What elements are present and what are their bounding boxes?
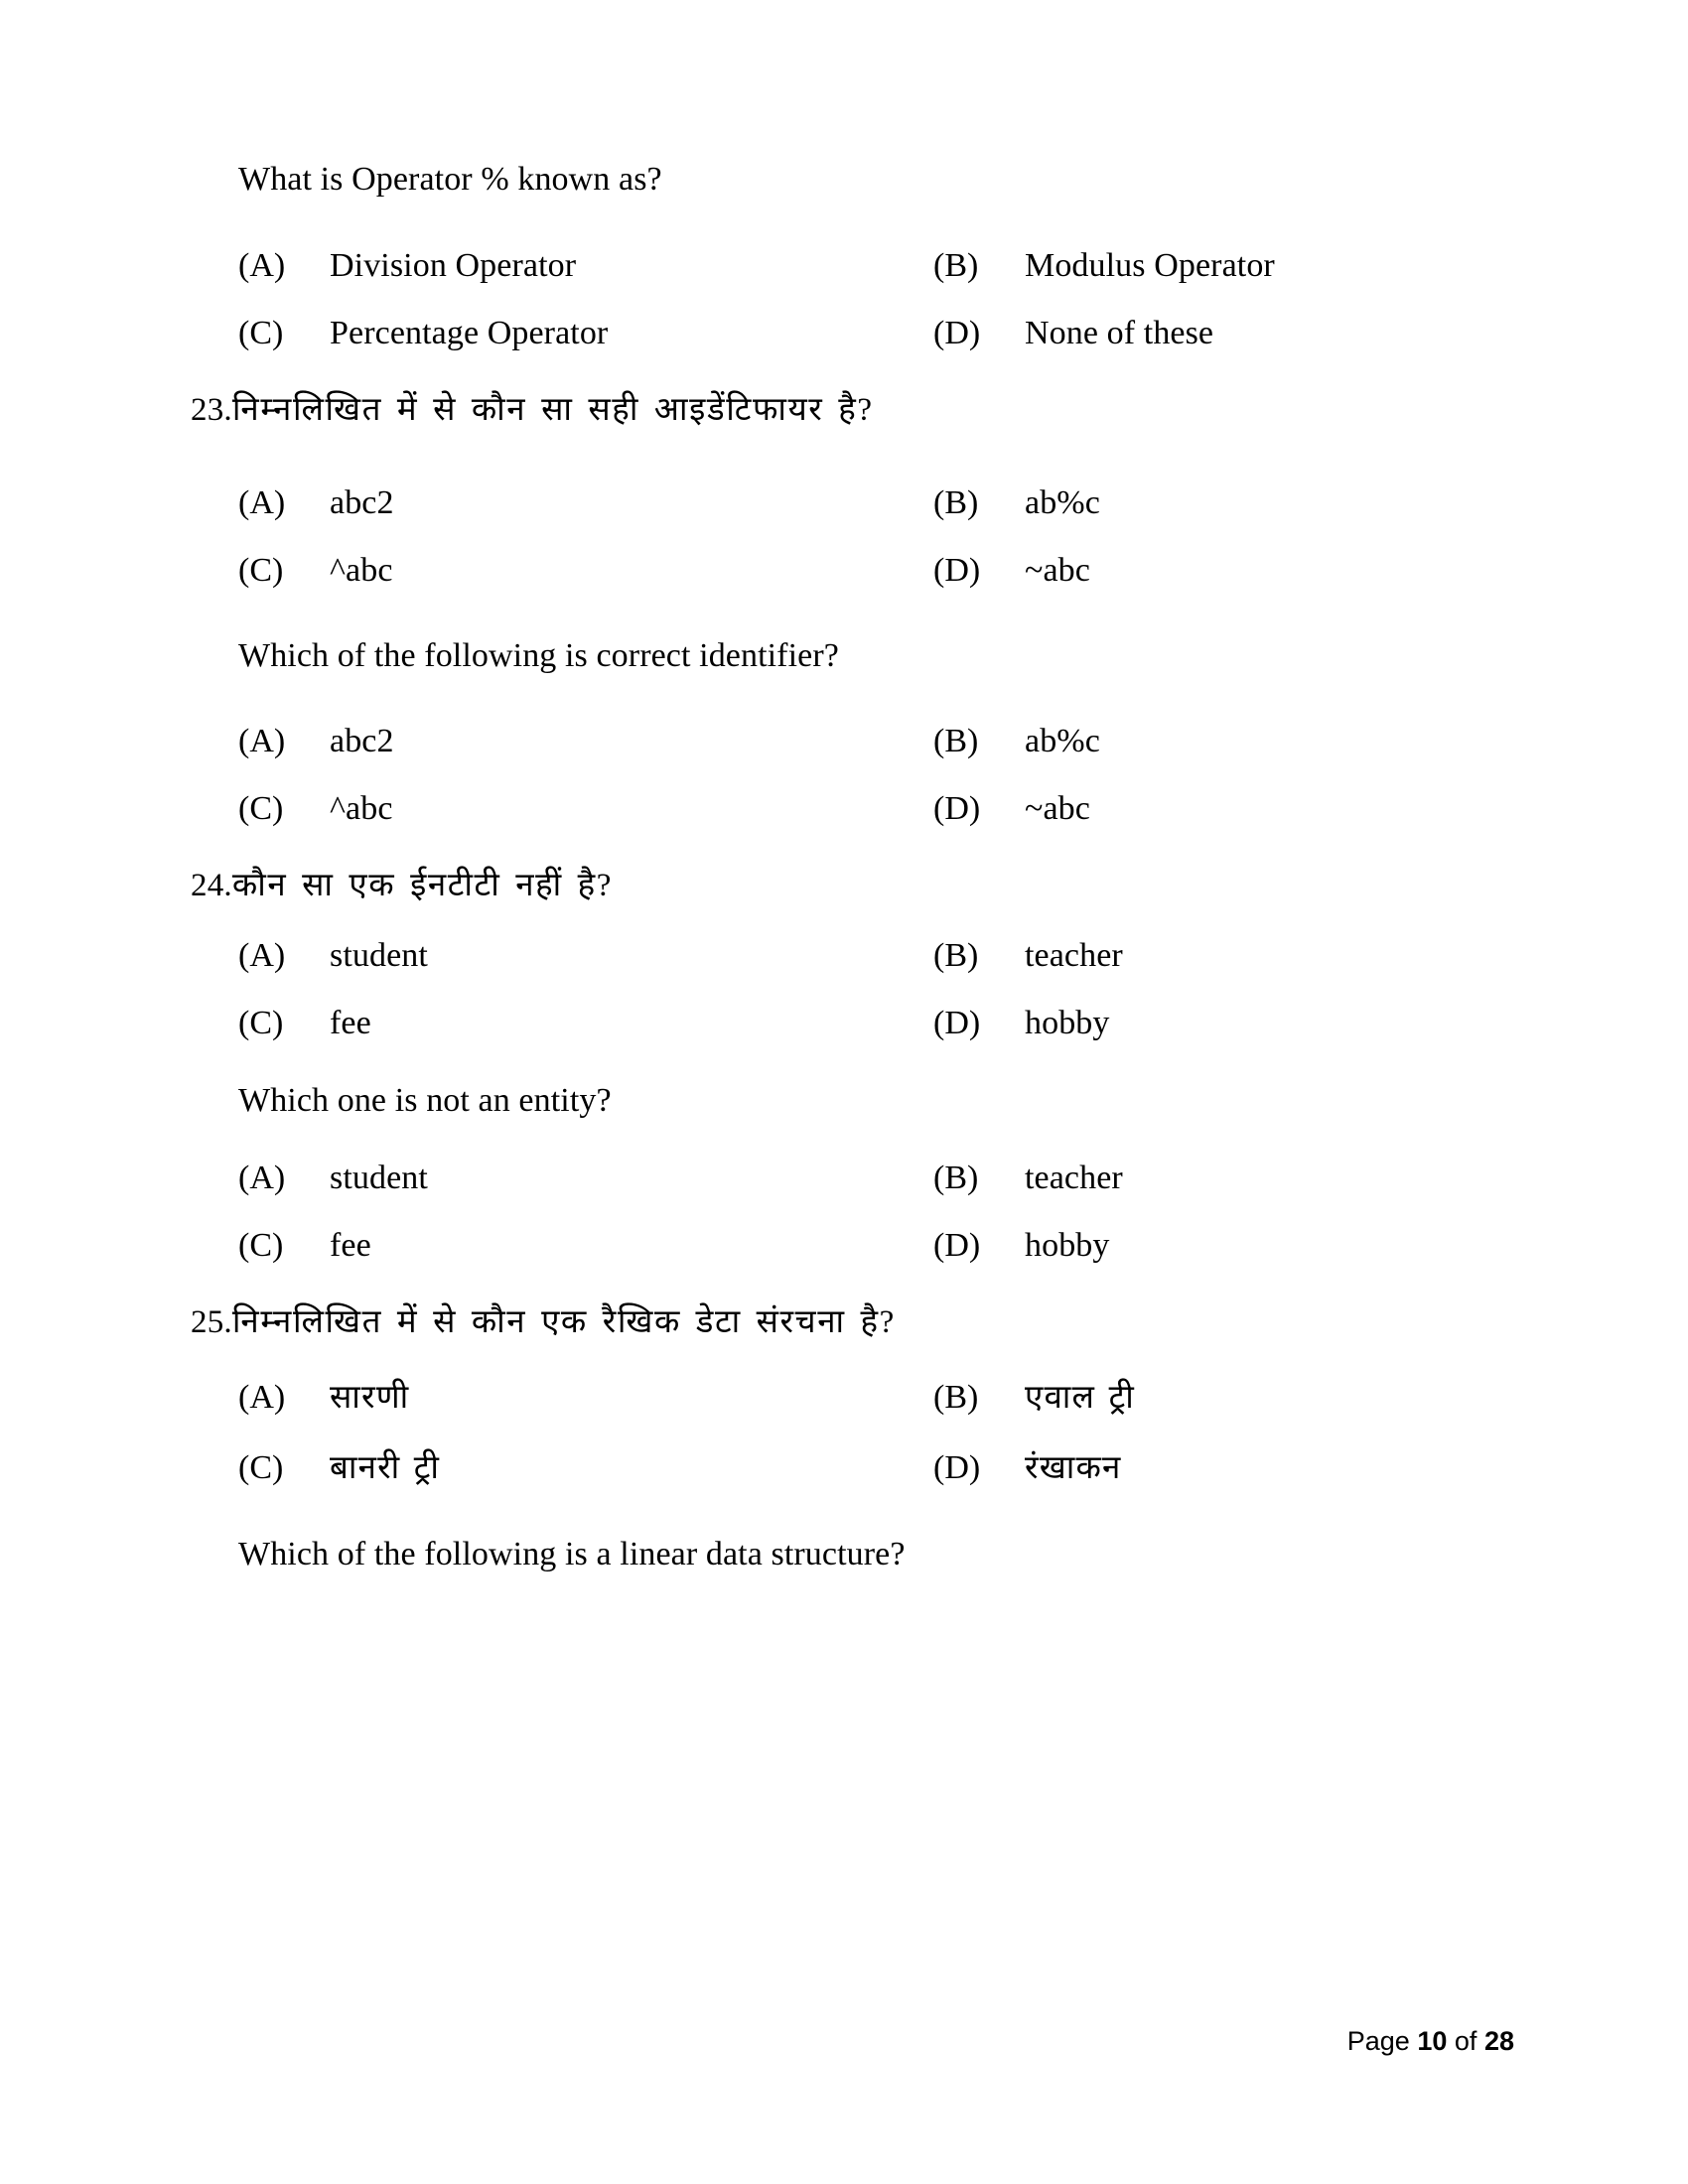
option-d[interactable]	[933, 552, 1450, 590]
option-row	[238, 1160, 1470, 1197]
option-group	[238, 1160, 1470, 1265]
option-text: Division Operator	[330, 246, 577, 284]
option-text: ^abc	[330, 551, 393, 589]
page-footer	[1347, 2026, 1514, 2057]
page-content	[191, 159, 1470, 1576]
option-c[interactable]	[238, 790, 933, 828]
question-number: 23.	[191, 391, 232, 428]
option-text: ~abc	[1025, 790, 1090, 828]
option-a[interactable]	[238, 247, 933, 285]
footer-page-word: Page	[1346, 2026, 1410, 2056]
option-b[interactable]	[933, 247, 1450, 285]
option-label: (C)	[238, 551, 284, 589]
option-b[interactable]	[933, 723, 1450, 760]
option-text: None of these	[1025, 314, 1214, 351]
option-a[interactable]	[238, 1160, 933, 1197]
option-c[interactable]	[238, 1227, 933, 1265]
option-label: (B)	[933, 1379, 979, 1417]
option-row	[238, 552, 1470, 590]
option-d[interactable]	[933, 1005, 1450, 1042]
option-label: (A)	[238, 1160, 286, 1196]
option-label: (D)	[933, 1227, 981, 1264]
option-label: (D)	[933, 314, 981, 351]
option-label: (C)	[238, 1449, 284, 1487]
option-c[interactable]	[238, 1443, 933, 1488]
option-a[interactable]	[238, 1373, 933, 1418]
option-text: बानरी ट्री	[330, 1450, 441, 1487]
option-row	[238, 315, 1470, 352]
option-text: student	[330, 1160, 428, 1196]
question-23-stem-english: Which of the following is correct identifier?	[238, 636, 839, 674]
footer-of-word: of	[1454, 2026, 1477, 2056]
footer-total-pages: 28	[1483, 2026, 1514, 2056]
option-label: (D)	[933, 790, 981, 828]
option-label: (A)	[238, 246, 286, 284]
question-text: निम्नलिखित में से कौन एक रैखिक डेटा संरचना है?	[231, 1304, 896, 1340]
option-group	[238, 723, 1470, 828]
option-group	[238, 1373, 1470, 1488]
option-b[interactable]	[933, 1160, 1450, 1197]
option-text: hobby	[1025, 1004, 1110, 1041]
question-number: 25.	[191, 1304, 232, 1340]
option-d[interactable]	[933, 790, 1450, 828]
option-row	[238, 1227, 1470, 1265]
option-text: ab%c	[1025, 483, 1100, 521]
option-text: सारणी	[330, 1380, 410, 1417]
option-label: (C)	[238, 790, 284, 828]
option-label: (A)	[238, 936, 286, 974]
option-group	[238, 484, 1470, 590]
option-a[interactable]	[238, 723, 933, 760]
option-text: student	[330, 936, 428, 974]
question-24-stem-hindi	[191, 866, 1470, 906]
option-text: रंखाकन	[1025, 1450, 1122, 1487]
option-text: fee	[330, 1227, 371, 1264]
option-row	[238, 1005, 1470, 1042]
option-c[interactable]	[238, 315, 933, 352]
option-label: (D)	[933, 1449, 981, 1487]
option-b[interactable]	[933, 1373, 1450, 1418]
option-label: (B)	[933, 723, 979, 760]
option-row	[238, 484, 1470, 522]
question-text: कौन सा एक ईनटीटी नहीं है?	[231, 868, 613, 904]
option-text: Modulus Operator	[1025, 246, 1275, 284]
question-stem-english: What is Operator % known as?	[238, 161, 662, 198]
option-text: Percentage Operator	[330, 314, 609, 351]
option-row	[238, 1373, 1470, 1418]
option-c[interactable]	[238, 1005, 933, 1042]
option-label: (D)	[933, 551, 981, 589]
question-24-stem-english: Which one is not an entity?	[238, 1081, 612, 1119]
option-row	[238, 1443, 1470, 1488]
option-label: (B)	[933, 936, 979, 974]
option-label: (C)	[238, 1227, 284, 1264]
option-label: (D)	[933, 1004, 981, 1041]
option-row	[238, 247, 1470, 285]
option-row	[238, 937, 1470, 975]
option-text: teacher	[1025, 1160, 1123, 1196]
footer-page-number: 10	[1417, 2026, 1448, 2056]
option-b[interactable]	[933, 484, 1450, 522]
option-text: hobby	[1025, 1227, 1110, 1264]
question-25-stem-hindi	[191, 1302, 1470, 1343]
option-group	[238, 937, 1470, 1042]
question-23-stem-hindi	[191, 390, 1470, 431]
option-label: (A)	[238, 1379, 286, 1417]
option-text: teacher	[1025, 936, 1123, 974]
option-a[interactable]	[238, 484, 933, 522]
option-text: fee	[330, 1004, 371, 1041]
option-b[interactable]	[933, 937, 1450, 975]
option-text: abc2	[330, 483, 394, 521]
option-a[interactable]	[238, 937, 933, 975]
option-text: ab%c	[1025, 723, 1100, 760]
option-d[interactable]	[933, 315, 1450, 352]
option-d[interactable]	[933, 1227, 1450, 1265]
option-text: abc2	[330, 723, 394, 760]
option-row	[238, 723, 1470, 760]
option-row	[238, 790, 1470, 828]
option-label: (C)	[238, 314, 284, 351]
option-group	[238, 247, 1470, 352]
option-label: (B)	[933, 1160, 979, 1196]
option-text: ^abc	[330, 790, 393, 828]
question-25-stem-english: Which of the following is a linear data structure?	[238, 1536, 906, 1573]
option-label: (A)	[238, 723, 286, 760]
option-label: (B)	[933, 483, 979, 521]
option-text: ~abc	[1025, 551, 1090, 589]
question-text: निम्नलिखित में से कौन सा सही आइडेंटिफायर है?	[231, 391, 874, 428]
question-number: 24.	[191, 868, 232, 904]
option-label: (C)	[238, 1004, 284, 1041]
option-label: (B)	[933, 246, 979, 284]
option-c[interactable]	[238, 552, 933, 590]
option-text: एवाल ट्री	[1025, 1380, 1135, 1417]
option-label: (A)	[238, 483, 286, 521]
option-d[interactable]	[933, 1443, 1450, 1488]
